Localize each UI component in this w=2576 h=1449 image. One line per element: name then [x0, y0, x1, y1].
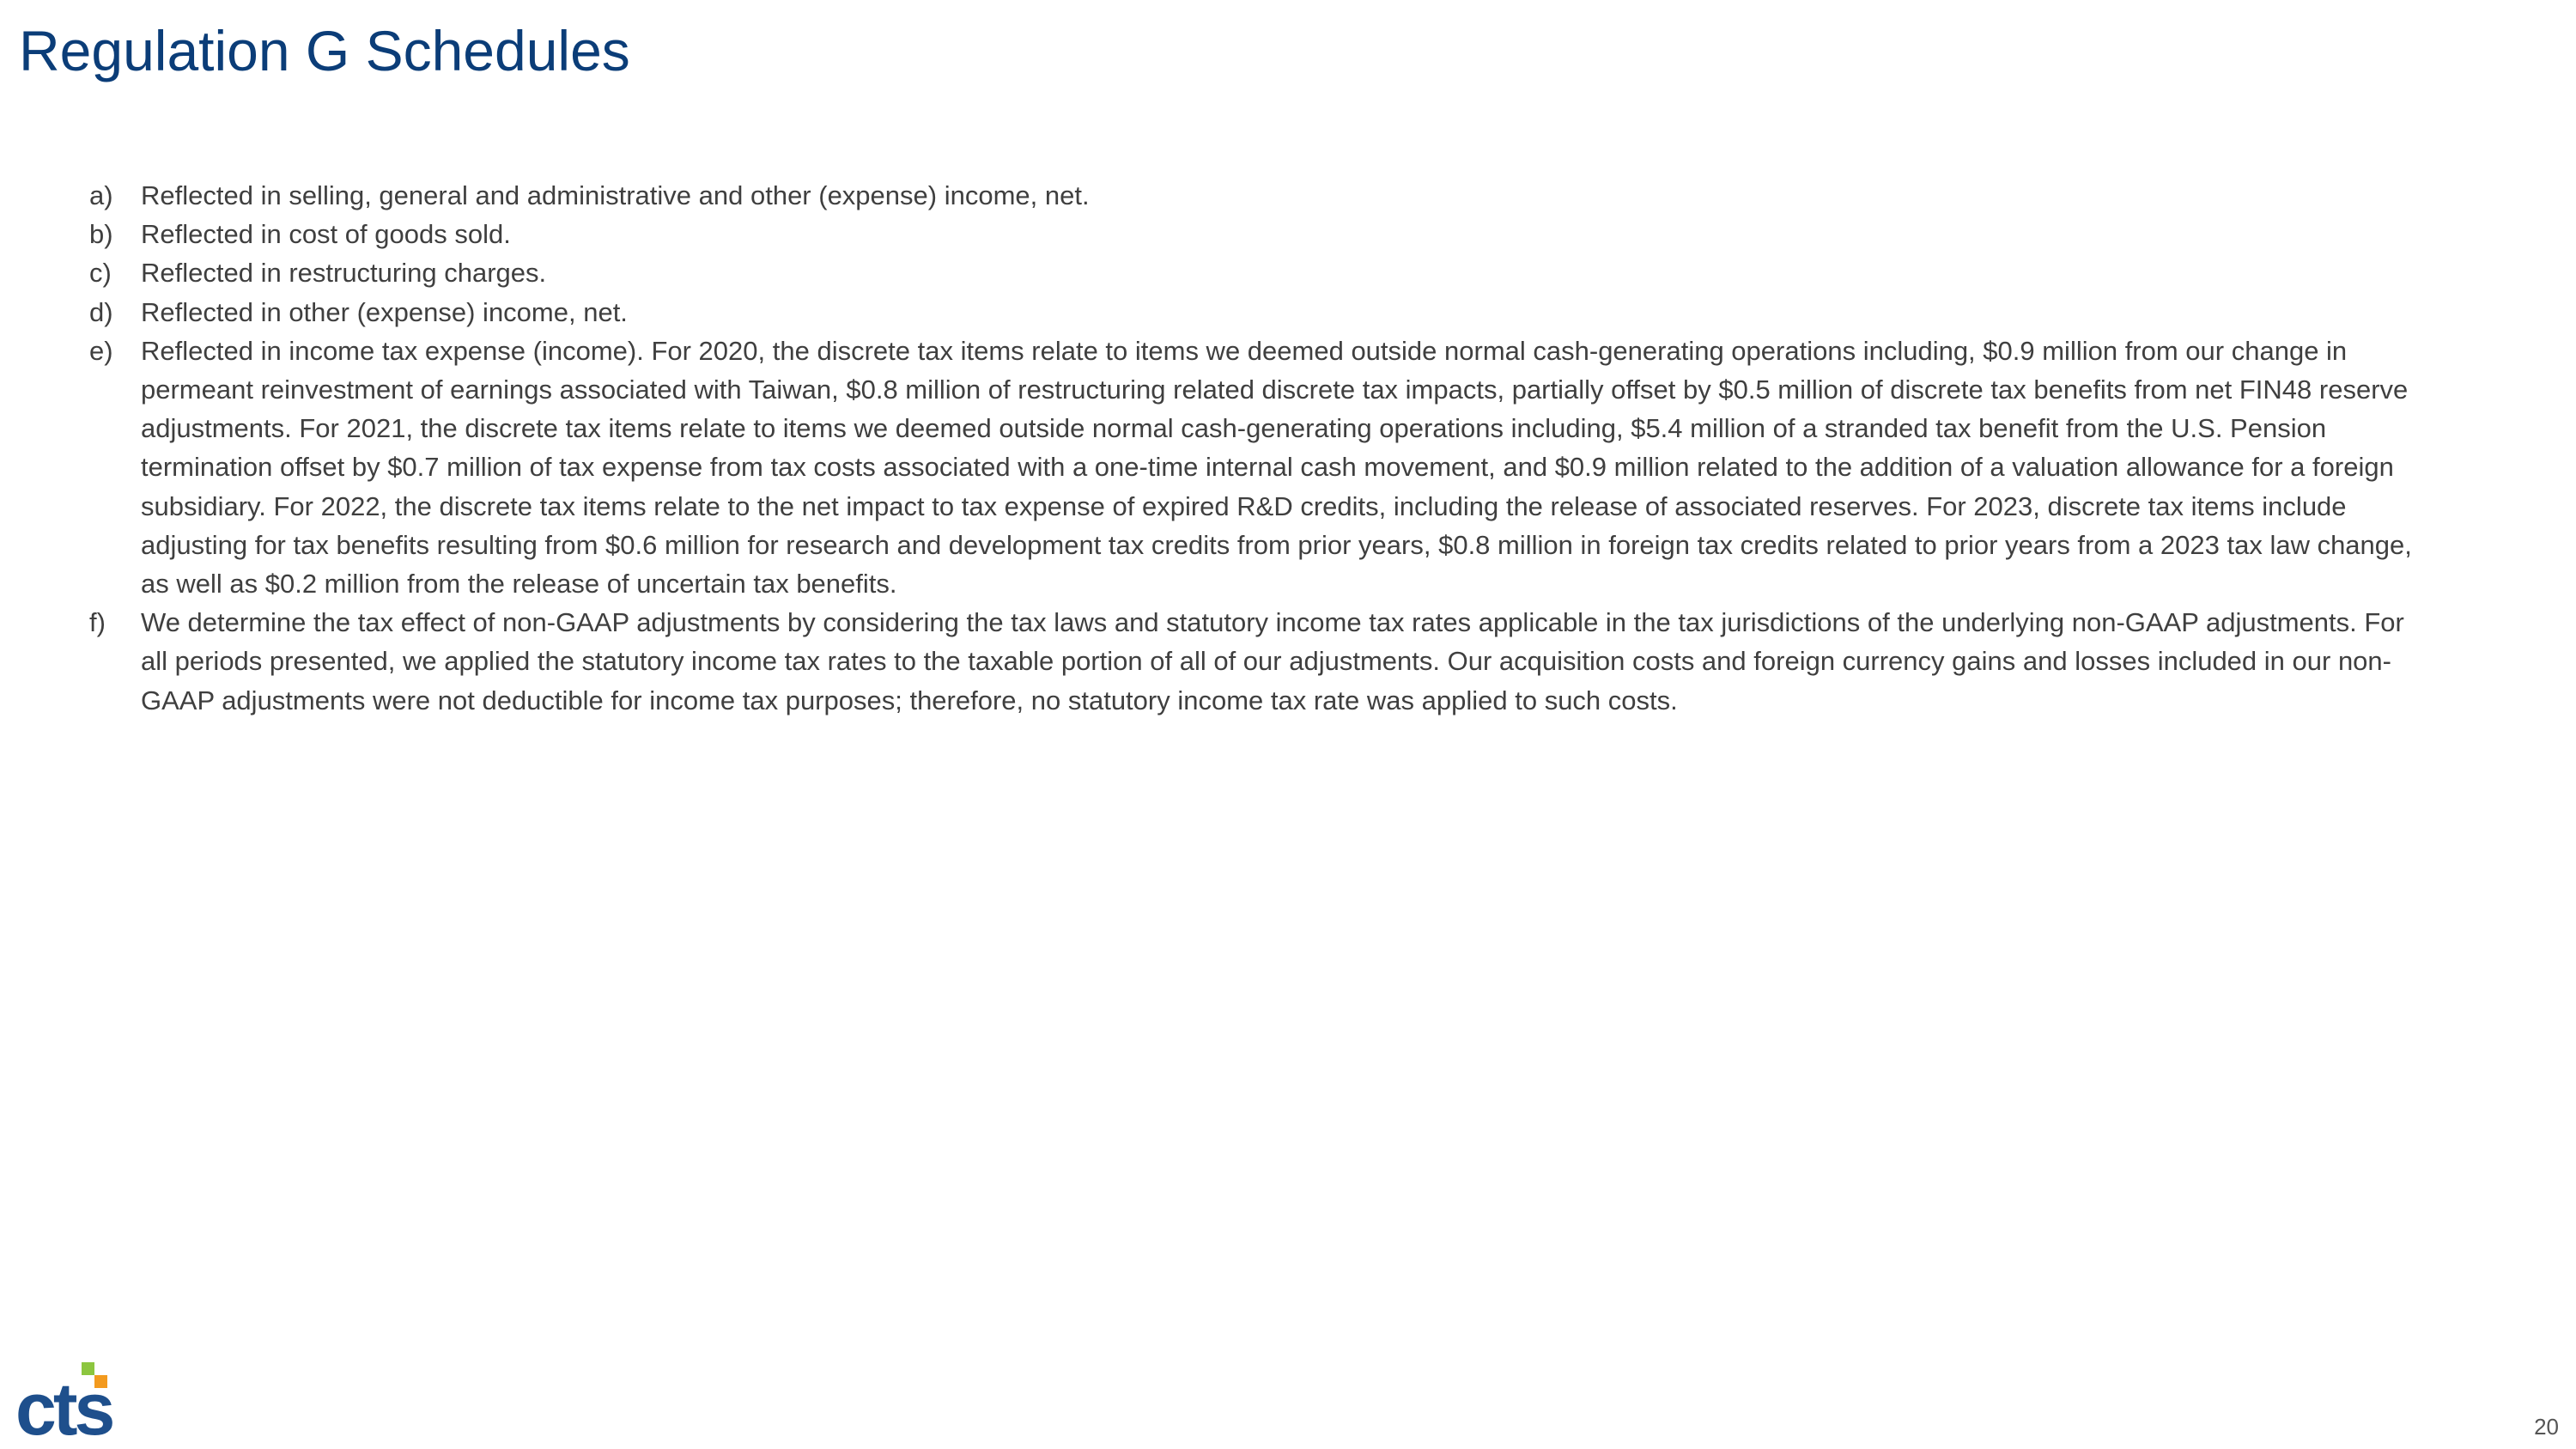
footnote-list [89, 176, 2425, 720]
footnote-text: We determine the tax effect of non-GAAP adjustments by considering the tax laws and statutory income tax rates applicable in the tax jurisdictions of the underlying non-GAAP adjustments. For all periods presented, we applied the statutory income tax rates to the taxable portion of all of our adjustments. Our acquisition costs and foreign currency gains and losses included in our non-GAAP adjustments were not deductible for income tax purposes; therefore, no statutory income tax rate was applied to such costs. [141, 607, 2404, 715]
footnote-item [89, 215, 2425, 253]
footnote-text: Reflected in other (expense) income, net. [141, 296, 628, 327]
footnote-marker: d) [89, 296, 113, 327]
logo-wordmark: cts [15, 1368, 112, 1441]
footnote-text: Reflected in cost of goods sold. [141, 219, 511, 250]
page-title: Regulation G Schedules [19, 19, 630, 82]
footnote-text: Reflected in restructuring charges. [141, 258, 547, 289]
footnote-item [89, 603, 2425, 720]
footnote-item [89, 293, 2425, 332]
page-number: 20 [2534, 1414, 2559, 1440]
footnote-text: Reflected in income tax expense (income). For 2020, the discrete tax items relate to items we deemed outside normal cash-generating operations including, $0.9 million from our change in permeant reinvestment of earnings associated with Taiwan, $0.8 million of restructuring related discrete tax impacts, partially offset by $0.5 million of discrete tax benefits from net FIN48 reserve adjustments. For 2021, the discrete tax items relate to items we deemed outside normal cash-generating operations including, $5.4 million of a stranded tax benefit from the U.S. Pension termination offset by $0.7 million of tax expense from tax costs associated with a one-time internal cash movement, and $0.9 million related to the addition of a valuation allowance for a foreign subsidiary. For 2022, the discrete tax items relate to the net impact to tax expense of expired R&D credits, including the release of associated reserves. For 2023, discrete tax items include adjusting for tax benefits resulting from $0.6 million for research and development tax credits from prior years, $0.8 million in foreign tax credits related to prior years from a 2023 tax law change, as well as $0.2 million from the release of uncertain tax benefits. [141, 335, 2412, 600]
footnote-marker: e) [89, 335, 113, 366]
footnote-item [89, 332, 2425, 603]
footnote-marker: f) [89, 607, 106, 638]
footnote-marker: b) [89, 219, 113, 250]
footnote-item [89, 176, 2425, 215]
footnote-text: Reflected in selling, general and administrative and other (expense) income, net. [141, 180, 1090, 210]
company-logo [15, 1359, 153, 1441]
footnote-marker: a) [89, 180, 113, 210]
footnote-marker: c) [89, 258, 112, 289]
footnote-item [89, 253, 2425, 292]
